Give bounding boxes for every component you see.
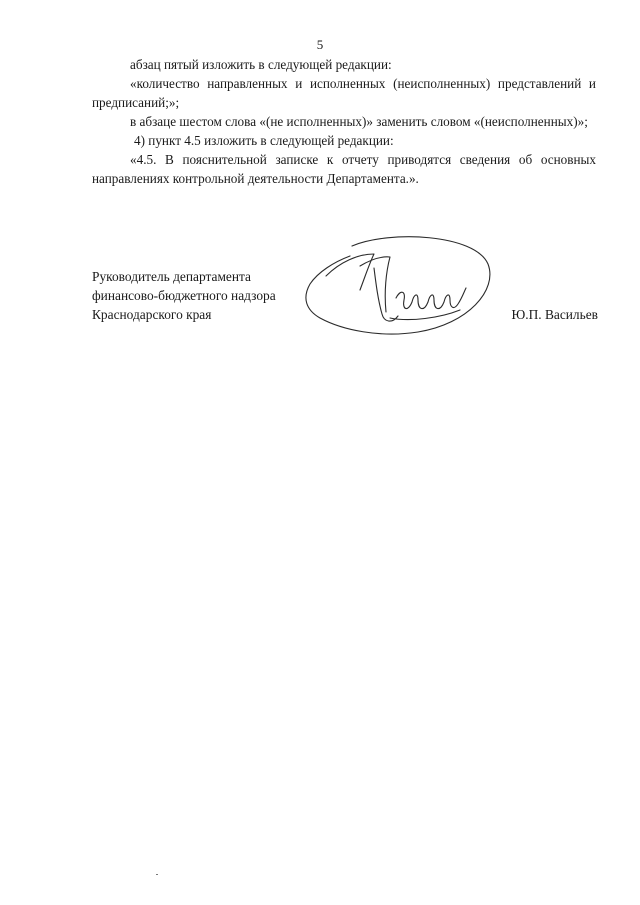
- paragraph-5: «4.5. В пояснительной записке к отчету приводятся сведения об основных направлениях контрольной деятельности Департамента.».: [92, 152, 596, 186]
- amendment-text: [92, 55, 596, 188]
- paragraph-3: в абзаце шестом слова «(не исполненных)» заменить словом «(неисполненных)»;: [130, 114, 588, 129]
- signature-flourish: [390, 310, 460, 320]
- paragraph-4: 4) пункт 4.5 изложить в следующей редакции:: [134, 133, 394, 148]
- signature-top-stroke: [360, 257, 390, 312]
- signatory-title-line-2: финансово-бюджетного надзора: [92, 288, 276, 303]
- signatory-name: Ю.П. Васильев: [511, 307, 598, 322]
- signatory-title-line-1: Руководитель департамента: [92, 269, 251, 284]
- page-number: 5: [316, 37, 324, 52]
- paragraph-2: «количество направленных и исполненных (неисполненных) представлений и предписаний;»;: [92, 76, 596, 110]
- handwritten-signature: [300, 232, 500, 342]
- signatory-title: [92, 267, 276, 324]
- scan-speck: [156, 874, 158, 875]
- signatory-title-line-3: Краснодарского края: [92, 307, 212, 322]
- signature-letters: [396, 288, 466, 309]
- signature-backstroke: [326, 254, 374, 290]
- paragraph-1: абзац пятый изложить в следующей редакции:: [130, 57, 392, 72]
